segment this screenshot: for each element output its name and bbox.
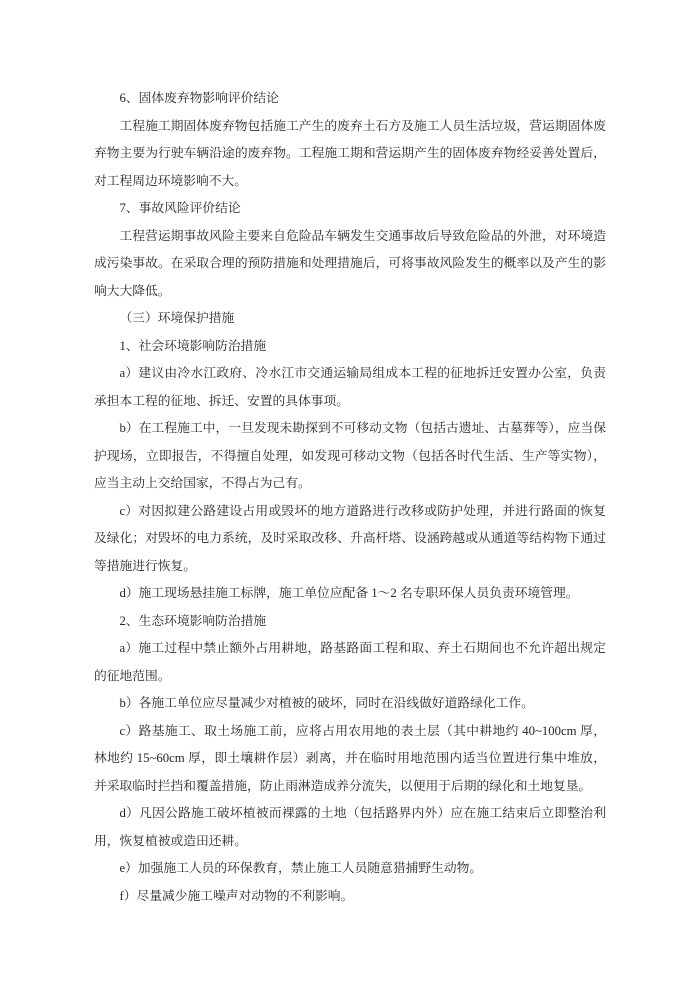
heading-eco-env-measures: 2、生态环境影响防治措施 [119, 613, 267, 628]
para-social-item-c: c）对因拟建公路建设占用或毁坏的地方道路进行改移或防护处理，并进行路面的恢复及绿化；对毁坏的电力系统，及时采取改移、升高杆塔、设涵跨越或从通道等结构物下通过等措施进行恢复。 [94, 503, 606, 573]
para-eco-item-a: a）施工过程中禁止额外占用耕地，路基路面工程和取、弃土石期间也不允许超出规定的征地范围。 [94, 641, 606, 683]
para-solid-waste-body: 工程施工期固体废弃物包括施工产生的废弃土石方及施工人员生活垃圾，营运期固体废弃物主要为行驶车辆沿途的废弃物。工程施工期和营运期产生的固体废弃物经妥善处置后，对工程周边环境影响不大。 [94, 118, 606, 188]
para-social-item-d: d）施工现场悬挂施工标牌，施工单位应配备 1～2 名专职环保人员负责环境管理。 [119, 586, 579, 600]
para-eco-item-e: e）加强施工人员的环保教育，禁止施工人员随意猎捕野生动物。 [119, 861, 483, 875]
para-eco-item-d: d）凡因公路施工破坏植被而裸露的土地（包括路界内外）应在施工结束后立即整治利用，恢复植被或造田还耕。 [94, 806, 606, 848]
para-social-item-b: b）在工程施工中，一旦发现未勘探到不可移动文物（包括古遗址、古墓葬等），应当保护现场，立即报告，不得擅自处理，如发现可移动文物（包括各时代生活、生产等实物），应当主动上交给国家，不得占为己有。 [94, 421, 606, 490]
para-eco-item-c: c）路基施工、取土场施工前，应将占用农用地的表土层（其中耕地约 40~100cm 厚，林地约 15~60cm 厚，即土壤耕作层）剥离，并在临时用地范围内适当位置进行集中堆放，并采取临时拦挡和覆盖措施，防止雨淋造成养分流失，以便用于后期的绿化和土地复垦。 [94, 723, 606, 793]
para-eco-item-f: f）尽量减少施工噪声对动物的不利影响。 [119, 888, 354, 903]
heading-social-env-measures: 1、社会环境影响防治措施 [119, 338, 267, 353]
para-social-item-a: a）建议由冷水江政府、冷水江市交通运输局组成本工程的征地拆迁安置办公室，负责承担本工程的征地、拆迁、安置的具体事项。 [94, 366, 606, 408]
document-body [94, 85, 606, 910]
para-eco-item-b: b）各施工单位应尽量减少对植被的破坏，同时在沿线做好道路绿化工作。 [119, 696, 534, 710]
heading-env-protection-measures: （三）环境保护措施 [119, 311, 235, 325]
para-accident-risk-body: 工程营运期事故风险主要来自危险品车辆发生交通事故后导致危险品的外泄，对环境造成污染事故。在采取合理的预防措施和处理措施后，可将事故风险发生的概率以及产生的影响大大降低。 [94, 228, 606, 298]
heading-accident-risk-conclusion: 7、事故风险评价结论 [119, 201, 241, 215]
heading-solid-waste-conclusion: 6、固体废弃物影响评价结论 [119, 91, 279, 105]
